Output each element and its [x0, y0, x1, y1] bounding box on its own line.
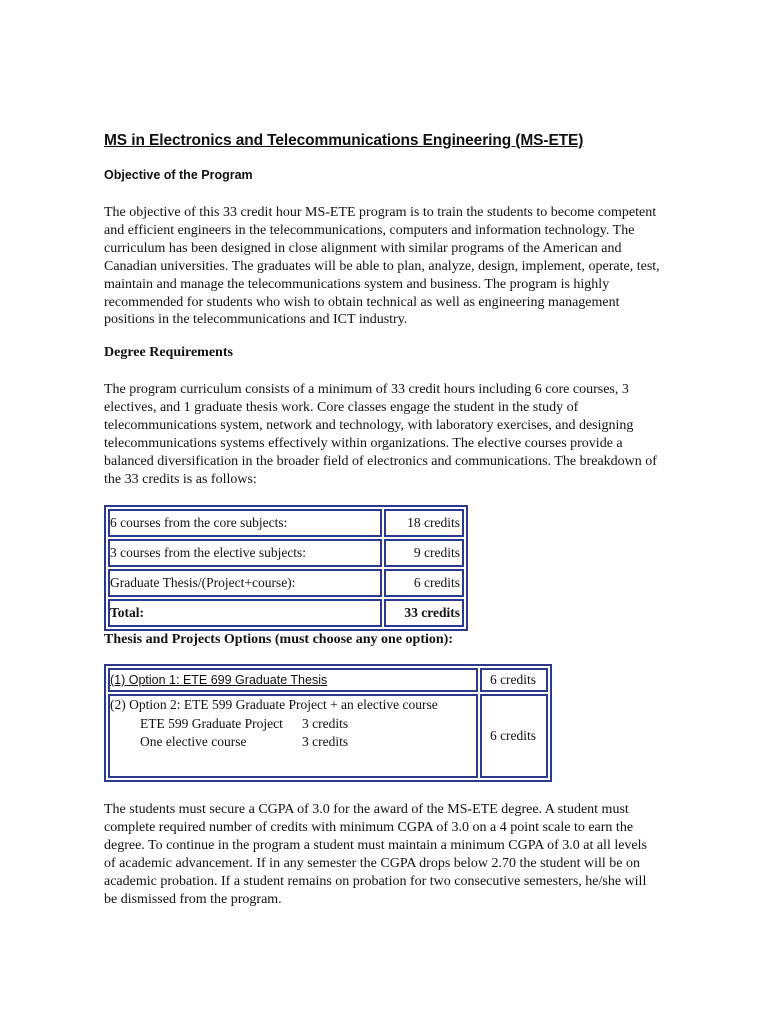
table-row	[108, 694, 548, 778]
table-row-total	[108, 599, 464, 627]
table-row	[108, 569, 464, 597]
degree-requirements-paragraph: The program curriculum consists of a minimum of 33 credit hours including 6 core courses, 3 electives, and 1 graduate thesis work. Core classes engage the student in the study of telecommunications system, network and technology, with laboratory exercises, and designing telecommunications systems effectively within organizations. The elective courses provide a balanced diversification in the broader field of electronics and communications. The breakdown of the 33 credits is as follows:	[104, 382, 657, 487]
cgpa-paragraph: The students must secure a CGPA of 3.0 for the award of the MS-ETE degree. A student must complete required number of credits with minimum CGPA of 3.0 on a 4 point scale to earn the degree. To continue in the program a student must maintain a minimum CGPA of 3.0 at all levels of academic advancement. If in any semester the CGPA drops below 2.70 the student will be on academic probation. If a student remains on probation for two consecutive semesters, he/she will be dismissed from the program.	[104, 802, 647, 907]
option1-link[interactable]: (1) Option 1: ETE 699 Graduate Thesis	[110, 673, 328, 687]
option2-cell	[108, 694, 478, 778]
option2-label: (2) Option 2: ETE 599 Graduate Project + an elective course	[110, 697, 438, 712]
thesis-options-heading: Thesis and Projects Options (must choose any one option):	[104, 632, 453, 647]
option2-item-credits: 3 credits	[302, 734, 349, 749]
table-row	[108, 668, 548, 692]
option1-cell	[108, 668, 478, 692]
degree-requirements-heading: Degree Requirements	[104, 345, 233, 360]
credit-value: 33 credits	[384, 599, 464, 627]
credit-value: 18 credits	[384, 509, 464, 537]
objective-heading: Objective of the Program	[104, 168, 253, 182]
list-item	[110, 733, 474, 751]
page-title: MS in Electronics and Telecommunications Engineering (MS-ETE)	[104, 132, 584, 149]
credit-label: Total:	[108, 599, 382, 627]
thesis-options-table	[104, 664, 552, 782]
option2-credits: 6 credits	[480, 694, 548, 778]
table-row	[108, 509, 464, 537]
option1-credits: 6 credits	[480, 668, 548, 692]
option2-item-credits: 3 credits	[302, 716, 349, 731]
option2-item-name: One elective course	[140, 734, 247, 749]
credit-value: 6 credits	[384, 569, 464, 597]
option2-breakdown	[110, 715, 474, 751]
credit-value: 9 credits	[384, 539, 464, 567]
option2-item-name: ETE 599 Graduate Project	[140, 716, 283, 731]
credit-label: 3 courses from the elective subjects:	[108, 539, 382, 567]
table-row	[108, 539, 464, 567]
credit-label: 6 courses from the core subjects:	[108, 509, 382, 537]
credit-label: Graduate Thesis/(Project+course):	[108, 569, 382, 597]
credits-breakdown-table	[104, 505, 468, 631]
list-item	[110, 715, 474, 733]
objective-paragraph: The objective of this 33 credit hour MS-ETE program is to train the students to become competent and efficient engineers in the telecommunications, computers and information technology. The curriculum has been designed in close alignment with similar programs of the American and Canadian universities. The graduates will be able to plan, analyze, design, implement, operate, test, maintain and manage the telecommunications system and business. The program is highly recommended for students who wish to obtain technical as well as engineering management positions in the telecommunications and ICT industry.	[104, 205, 660, 328]
